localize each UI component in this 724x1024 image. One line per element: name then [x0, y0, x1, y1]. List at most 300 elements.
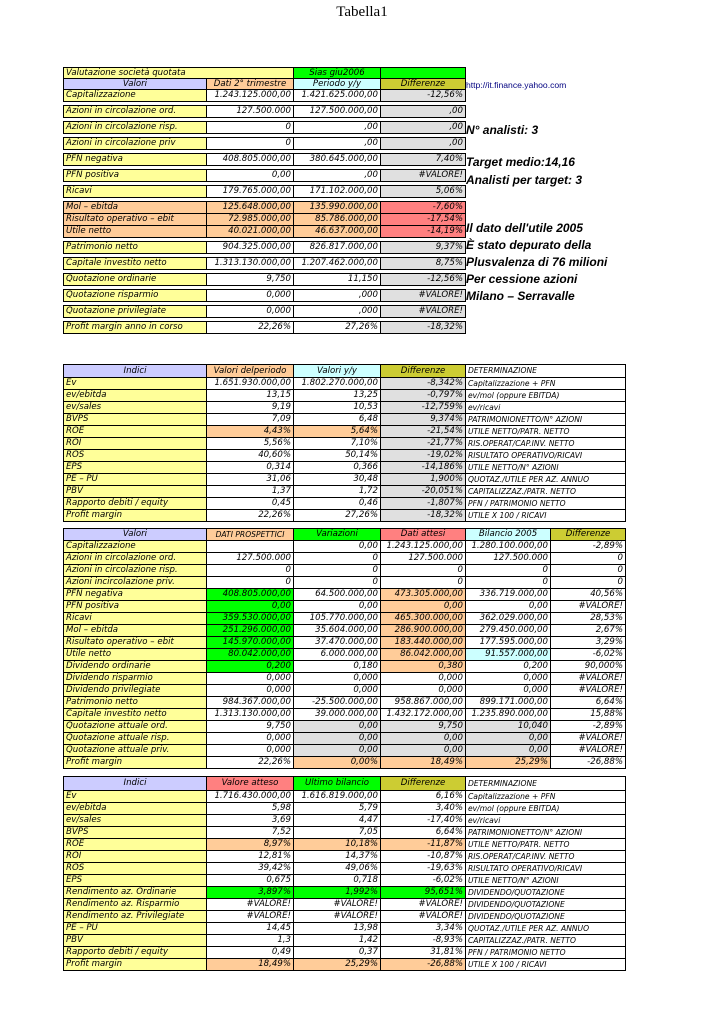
cell-value: 12,81% — [207, 851, 294, 863]
cell-diff: 3,29% — [551, 637, 626, 649]
column-header-row — [64, 777, 626, 791]
cell-value: 1.421.625.000,00 — [294, 90, 381, 102]
table-row — [64, 242, 466, 254]
cell-determination: QUOTAZ./UTILE PER AZ. ANNUO — [466, 474, 626, 486]
indices-table — [63, 364, 626, 522]
cell-value: 0,180 — [294, 661, 381, 673]
cell-value: 18,49% — [207, 959, 294, 971]
cell-value: 50,14% — [294, 450, 381, 462]
col-header: DETERMINAZIONE — [466, 365, 626, 378]
cell-diff: 6,16% — [381, 791, 466, 803]
cell-value: 105.770.000,00 — [294, 613, 381, 625]
cell-value: ,00 — [294, 170, 381, 182]
row-label: BVPS — [64, 827, 207, 839]
table-row — [64, 106, 466, 118]
note-analisti-target: Analisti per target: 3 — [466, 173, 583, 187]
cell-value: #VALORE! — [294, 899, 381, 911]
table-row — [64, 486, 626, 498]
cell-value: 3,897% — [207, 887, 294, 899]
cell-value: 0,00 — [381, 601, 466, 613]
col-header: Dati attesi — [381, 529, 466, 541]
row-label: PFN positiva — [64, 170, 207, 182]
row-label: Profit margin anno in corso — [64, 322, 207, 334]
cell-value: 0 — [381, 565, 466, 577]
table-row — [64, 745, 626, 757]
cell-value: 0,46 — [294, 498, 381, 510]
cell-value: 0,200 — [466, 661, 551, 673]
column-header-row — [64, 79, 466, 90]
cell-value: 0,00 — [294, 733, 381, 745]
cell-value: 0 — [207, 122, 294, 134]
cell-value: 9,750 — [207, 274, 294, 286]
cell-determination: RISULTATO OPERATIVO/RICAVI — [466, 863, 626, 875]
cell-determination: DIVIDENDO/QUOTAZIONE — [466, 911, 626, 923]
cell-value: 0,380 — [381, 661, 466, 673]
cell-value: 0,000 — [207, 306, 294, 318]
row-label: Azioni in circolazione risp. — [64, 122, 207, 134]
col-header: Valori y/y — [294, 365, 381, 378]
row-label: PBV — [64, 935, 207, 947]
cell-value: 7,10% — [294, 438, 381, 450]
row-label: Rendimento az. Risparmio — [64, 899, 207, 911]
cell-value: ,00 — [294, 122, 381, 134]
cell-value: 0 — [207, 565, 294, 577]
cell-value: 0,00 — [381, 733, 466, 745]
row-label: EPS — [64, 875, 207, 887]
cell-diff: -14,19% — [381, 226, 466, 238]
cell-value: 1.243.125.000,00 — [381, 541, 466, 553]
cell-determination: PATRIMONIONETTO/N° AZIONI — [466, 827, 626, 839]
row-label: Quotazione privilegiate — [64, 306, 207, 318]
table-row — [64, 274, 466, 286]
row-label: Dividendo privilegiate — [64, 685, 207, 697]
cell-value: 0,000 — [466, 673, 551, 685]
cell-determination: CAPITALIZZAZ./PATR. NETTO — [466, 935, 626, 947]
cell-determination: CAPITALIZZAZ./PATR. NETTO — [466, 486, 626, 498]
cell-determination: ev/ricavi — [466, 402, 626, 414]
row-label: ROI — [64, 438, 207, 450]
col-header: Differenze — [551, 529, 626, 541]
cell-value: 49,06% — [294, 863, 381, 875]
cell-diff: 28,53% — [551, 613, 626, 625]
cell-value: 171.102.000,00 — [294, 186, 381, 198]
cell-value: 27,26% — [294, 510, 381, 522]
cell-value: 1.716.430.000,00 — [207, 791, 294, 803]
cell-value: 0,00 — [207, 170, 294, 182]
expected-indices-table — [63, 776, 626, 971]
cell-value: 465.300.000,00 — [381, 613, 466, 625]
row-label: Profit margin — [64, 959, 207, 971]
cell-value: 0,00 — [294, 745, 381, 757]
table-row — [64, 935, 626, 947]
cell-diff: -8,342% — [381, 378, 466, 390]
cell-diff: -19,63% — [381, 863, 466, 875]
cell-value: 0,00% — [294, 757, 381, 769]
row-label: Quotazione risparmio — [64, 290, 207, 302]
cell-value: 25,29% — [466, 757, 551, 769]
col-header: Valore atteso — [207, 777, 294, 791]
cell-diff: #VALORE! — [551, 733, 626, 745]
cell-value: ,00 — [294, 138, 381, 150]
cell-value: 183.440.000,00 — [381, 637, 466, 649]
cell-diff: 0 — [551, 565, 626, 577]
cell-value: 22,26% — [207, 757, 294, 769]
cell-value: 31,06 — [207, 474, 294, 486]
note-utile-line: Per cessione azioni — [466, 272, 578, 286]
table-row — [64, 322, 466, 334]
cell-value: 40,60% — [207, 450, 294, 462]
cell-value: 127.500.000,00 — [294, 106, 381, 118]
cell-diff: -17,40% — [381, 815, 466, 827]
cell-value: 0,314 — [207, 462, 294, 474]
cell-value: 3,69 — [207, 815, 294, 827]
row-label: PFN negativa — [64, 154, 207, 166]
cell-value: 251.296.000,00 — [207, 625, 294, 637]
cell-value: 473.305.000,00 — [381, 589, 466, 601]
table-row — [64, 138, 466, 150]
note-utile-line: È stato depurato della — [466, 238, 592, 252]
cell-diff: -26,88% — [551, 757, 626, 769]
valuation-header-label: Valutazione società quotata — [64, 68, 294, 79]
cell-diff: 9,37% — [381, 242, 466, 254]
cell-value: 80.042.000,00 — [207, 649, 294, 661]
table-row — [64, 541, 626, 553]
cell-diff: 8,75% — [381, 258, 466, 270]
row-label: ev/ebitda — [64, 390, 207, 402]
table-row — [64, 757, 626, 769]
cell-value: 91.557.000,00 — [466, 649, 551, 661]
col-header: Valori — [64, 529, 207, 541]
cell-value: 0,000 — [207, 733, 294, 745]
cell-value: 1,37 — [207, 486, 294, 498]
cell-diff: #VALORE! — [381, 290, 466, 302]
cell-determination: RIS.OPERAT/CAP.INV. NETTO — [466, 851, 626, 863]
table-header-row — [64, 68, 466, 79]
row-label: Quotazione attuale ord. — [64, 721, 207, 733]
cell-diff: -14,186% — [381, 462, 466, 474]
cell-determination: Capitalizzazione + PFN — [466, 791, 626, 803]
cell-diff: 3,40% — [381, 803, 466, 815]
table-row — [64, 390, 626, 402]
col-header: Indici — [64, 365, 207, 378]
cell-diff: -21,77% — [381, 438, 466, 450]
col-header: Ultimo bilancio — [294, 777, 381, 791]
cell-diff: -2,89% — [551, 721, 626, 733]
table-row — [64, 258, 466, 270]
cell-value: 11,150 — [294, 274, 381, 286]
cell-value: 286.900.000,00 — [381, 625, 466, 637]
cell-diff: -1,807% — [381, 498, 466, 510]
cell-value: 127.500.000 — [207, 106, 294, 118]
table-row — [64, 170, 466, 182]
table-row — [64, 661, 626, 673]
row-label: Rendimento az. Privilegiate — [64, 911, 207, 923]
cell-value: 408.805.000,00 — [207, 589, 294, 601]
cell-value: 0,37 — [294, 947, 381, 959]
row-label: Azioni incircolazione priv. — [64, 577, 207, 589]
table-row — [64, 226, 466, 238]
cell-value: 27,26% — [294, 322, 381, 334]
cell-value: ,000 — [294, 306, 381, 318]
row-label: ev/sales — [64, 815, 207, 827]
cell-value: 0,00 — [381, 745, 466, 757]
table-row — [64, 685, 626, 697]
cell-value: 125.648.000,00 — [207, 202, 294, 214]
cell-value: 0,200 — [207, 661, 294, 673]
cell-value: 127.500.000 — [207, 553, 294, 565]
yahoo-finance-link[interactable]: http://it.finance.yahoo.com — [466, 80, 567, 90]
cell-value: 127.500.000 — [466, 553, 551, 565]
note-utile-line: Il dato dell'utile 2005 — [466, 221, 583, 235]
cell-value: 336.719.000,00 — [466, 589, 551, 601]
col-header: Differenze — [381, 79, 466, 90]
cell-value: 86.042.000,00 — [381, 649, 466, 661]
cell-value: 0,718 — [294, 875, 381, 887]
cell-value: 10,18% — [294, 839, 381, 851]
cell-diff: -6,02% — [551, 649, 626, 661]
cell-diff: ,00 — [381, 122, 466, 134]
cell-diff: -7,60% — [381, 202, 466, 214]
row-label: Rapporto debiti / equity — [64, 947, 207, 959]
cell-determination: PFN / PATRIMONIO NETTO — [466, 947, 626, 959]
row-label: Capitale investito netto — [64, 258, 207, 270]
cell-value: 0 — [207, 138, 294, 150]
cell-value: 0,000 — [381, 685, 466, 697]
cell-value: 0,00 — [294, 601, 381, 613]
cell-value: 179.765.000,00 — [207, 186, 294, 198]
table-row — [64, 290, 466, 302]
cell-value: 1.313.130.000,00 — [207, 258, 294, 270]
cell-value: 1.802.270.000,00 — [294, 378, 381, 390]
cell-diff: #VALORE! — [381, 306, 466, 318]
row-label: Rapporto debiti / equity — [64, 498, 207, 510]
row-label: Dividendo risparmio — [64, 673, 207, 685]
row-label: Profit margin — [64, 510, 207, 522]
cell-value: 145.970.000,00 — [207, 637, 294, 649]
table-row — [64, 450, 626, 462]
col-header: Valori — [64, 79, 207, 90]
cell-value: 0,49 — [207, 947, 294, 959]
cell-value: 25,29% — [294, 959, 381, 971]
table-row — [64, 625, 626, 637]
cell-diff: -10,87% — [381, 851, 466, 863]
table-row — [64, 697, 626, 709]
cell-value: 0,00 — [294, 541, 381, 553]
cell-diff: 5,06% — [381, 186, 466, 198]
table-row — [64, 186, 466, 198]
cell-determination: ev/mol (oppure EBITDA) — [466, 803, 626, 815]
cell-value: 6.000.000,00 — [294, 649, 381, 661]
cell-value: 904.325.000,00 — [207, 242, 294, 254]
cell-value: 35.604.000,00 — [294, 625, 381, 637]
cell-value: 0 — [294, 553, 381, 565]
row-label: ROE — [64, 839, 207, 851]
cell-value: 13,15 — [207, 390, 294, 402]
cell-value: 64.500.000,00 — [294, 589, 381, 601]
table-row — [64, 214, 466, 226]
cell-value: 10,53 — [294, 402, 381, 414]
cell-value: 0 — [294, 565, 381, 577]
cell-diff: -18,32% — [381, 322, 466, 334]
cell-diff: -8,93% — [381, 935, 466, 947]
table-row — [64, 791, 626, 803]
table-row — [64, 122, 466, 134]
cell-value: 0,000 — [207, 685, 294, 697]
cell-diff: 90,000% — [551, 661, 626, 673]
cell-value: 13,25 — [294, 390, 381, 402]
cell-diff: #VALORE! — [551, 685, 626, 697]
cell-determination: UTILE NETTO/PATR. NETTO — [466, 839, 626, 851]
cell-value: 0,000 — [294, 685, 381, 697]
row-label: Quotazione attuale risp. — [64, 733, 207, 745]
table-row — [64, 709, 626, 721]
cell-value: 22,26% — [207, 322, 294, 334]
cell-value: 380.645.000,00 — [294, 154, 381, 166]
cell-value: 1.235.890.000,00 — [466, 709, 551, 721]
cell-value: 18,49% — [381, 757, 466, 769]
cell-diff: 15,88% — [551, 709, 626, 721]
table-row — [64, 589, 626, 601]
row-label: Quotazione attuale priv. — [64, 745, 207, 757]
row-label: Ricavi — [64, 613, 207, 625]
cell-diff: -0,797% — [381, 390, 466, 402]
cell-value: 1.616.819.000,00 — [294, 791, 381, 803]
cell-value: 1.313.130.000,00 — [207, 709, 294, 721]
cell-value: 279.450.000,00 — [466, 625, 551, 637]
table-row — [64, 474, 626, 486]
row-label: Capitalizzazione — [64, 541, 207, 553]
row-label: PFN negativa — [64, 589, 207, 601]
cell-determination: UTILE X 100 / RICAVI — [466, 959, 626, 971]
table-row — [64, 565, 626, 577]
cell-diff: 6,64% — [381, 827, 466, 839]
table-row — [64, 947, 626, 959]
row-label: Ev — [64, 791, 207, 803]
note-utile-line: Milano – Serravalle — [466, 289, 575, 303]
cell-value: 39.000.000,00 — [294, 709, 381, 721]
cell-value: 8,97% — [207, 839, 294, 851]
header-filler — [381, 68, 466, 79]
cell-value: ,000 — [294, 290, 381, 302]
table-row — [64, 154, 466, 166]
row-label: Quotazione ordinarie — [64, 274, 207, 286]
cell-value: 72.985.000,00 — [207, 214, 294, 226]
col-header: Variazioni — [294, 529, 381, 541]
cell-diff: 2,67% — [551, 625, 626, 637]
row-label: Profit margin — [64, 757, 207, 769]
table-row — [64, 721, 626, 733]
row-label: Ev — [64, 378, 207, 390]
cell-value: 0,00 — [294, 721, 381, 733]
cell-determination: ev/ricavi — [466, 815, 626, 827]
cell-diff: 9,374% — [381, 414, 466, 426]
cell-determination: PFN / PATRIMONIO NETTO — [466, 498, 626, 510]
row-label: Ricavi — [64, 186, 207, 198]
cell-value: 30,48 — [294, 474, 381, 486]
cell-value: 1.432.172.000,00 — [381, 709, 466, 721]
row-label: ROS — [64, 450, 207, 462]
cell-diff: 0 — [551, 553, 626, 565]
cell-value: 1.280.100.000,00 — [466, 541, 551, 553]
table-row — [64, 90, 466, 102]
cell-diff: 1,900% — [381, 474, 466, 486]
table-row — [64, 733, 626, 745]
cell-value: 0,000 — [466, 685, 551, 697]
cell-diff: -17,54% — [381, 214, 466, 226]
cell-diff: 95,651% — [381, 887, 466, 899]
cell-determination: ev/mol (oppure EBITDA) — [466, 390, 626, 402]
row-label: ev/ebitda — [64, 803, 207, 815]
row-label: Azioni in circolazione risp. — [64, 565, 207, 577]
cell-determination: DIVIDENDO/QUOTAZIONE — [466, 887, 626, 899]
table-row — [64, 815, 626, 827]
table-row — [64, 803, 626, 815]
valuation-table — [63, 67, 466, 334]
note-utile-line: Plusvalenza di 76 milioni — [466, 255, 608, 269]
cell-determination: DIVIDENDO/QUOTAZIONE — [466, 899, 626, 911]
cell-value: 362.029.000,00 — [466, 613, 551, 625]
row-label: Rendimento az. Ordinarie — [64, 887, 207, 899]
cell-value: 0 — [207, 577, 294, 589]
cell-value: 1,992% — [294, 887, 381, 899]
cell-determination: RISULTATO OPERATIVO/RICAVI — [466, 450, 626, 462]
cell-diff: #VALORE! — [381, 170, 466, 182]
cell-value: 0 — [381, 577, 466, 589]
cell-value: 14,45 — [207, 923, 294, 935]
row-label: ROI — [64, 851, 207, 863]
cell-value: 984.367.000,00 — [207, 697, 294, 709]
col-header: DETERMINAZIONE — [466, 777, 626, 791]
row-label: Risultato operativo – ebit — [64, 214, 207, 226]
table-row — [64, 613, 626, 625]
cell-value: 0,00 — [466, 745, 551, 757]
col-header: Periodo y/y — [294, 79, 381, 90]
cell-value: 0,366 — [294, 462, 381, 474]
cell-value: 0,000 — [294, 673, 381, 685]
table-row — [64, 649, 626, 661]
row-label: Utile netto — [64, 226, 207, 238]
row-label: PE – PU — [64, 474, 207, 486]
cell-value: 0,000 — [381, 673, 466, 685]
row-label: Azioni in circolazione ord. — [64, 553, 207, 565]
cell-value: 5,64% — [294, 426, 381, 438]
cell-determination: UTILE NETTO/PATR. NETTO — [466, 426, 626, 438]
cell-determination: UTILE NETTO/N° AZIONI — [466, 875, 626, 887]
table-row — [64, 959, 626, 971]
table-row — [64, 911, 626, 923]
row-label: Mol – ebitda — [64, 202, 207, 214]
cell-diff: -18,32% — [381, 510, 466, 522]
row-label: PFN positiva — [64, 601, 207, 613]
row-label: EPS — [64, 462, 207, 474]
cell-value: 37.470.000,00 — [294, 637, 381, 649]
cell-value: 0,000 — [207, 673, 294, 685]
cell-value: 1.243.125.000,00 — [207, 90, 294, 102]
cell-value: 899.171.000,00 — [466, 697, 551, 709]
table-row — [64, 438, 626, 450]
cell-diff: -21,54% — [381, 426, 466, 438]
valuation-header-tag: Sias giu2006 — [294, 68, 381, 79]
table-row — [64, 577, 626, 589]
cell-value: 359.530.000,00 — [207, 613, 294, 625]
table-row — [64, 426, 626, 438]
cell-value: 9,750 — [381, 721, 466, 733]
cell-determination: PATRIMONIONETTO/N° AZIONI — [466, 414, 626, 426]
cell-diff: #VALORE! — [551, 601, 626, 613]
page-title: Tabella1 — [336, 4, 388, 20]
cell-value: 1.651.930.000,00 — [207, 378, 294, 390]
cell-diff: ,00 — [381, 106, 466, 118]
